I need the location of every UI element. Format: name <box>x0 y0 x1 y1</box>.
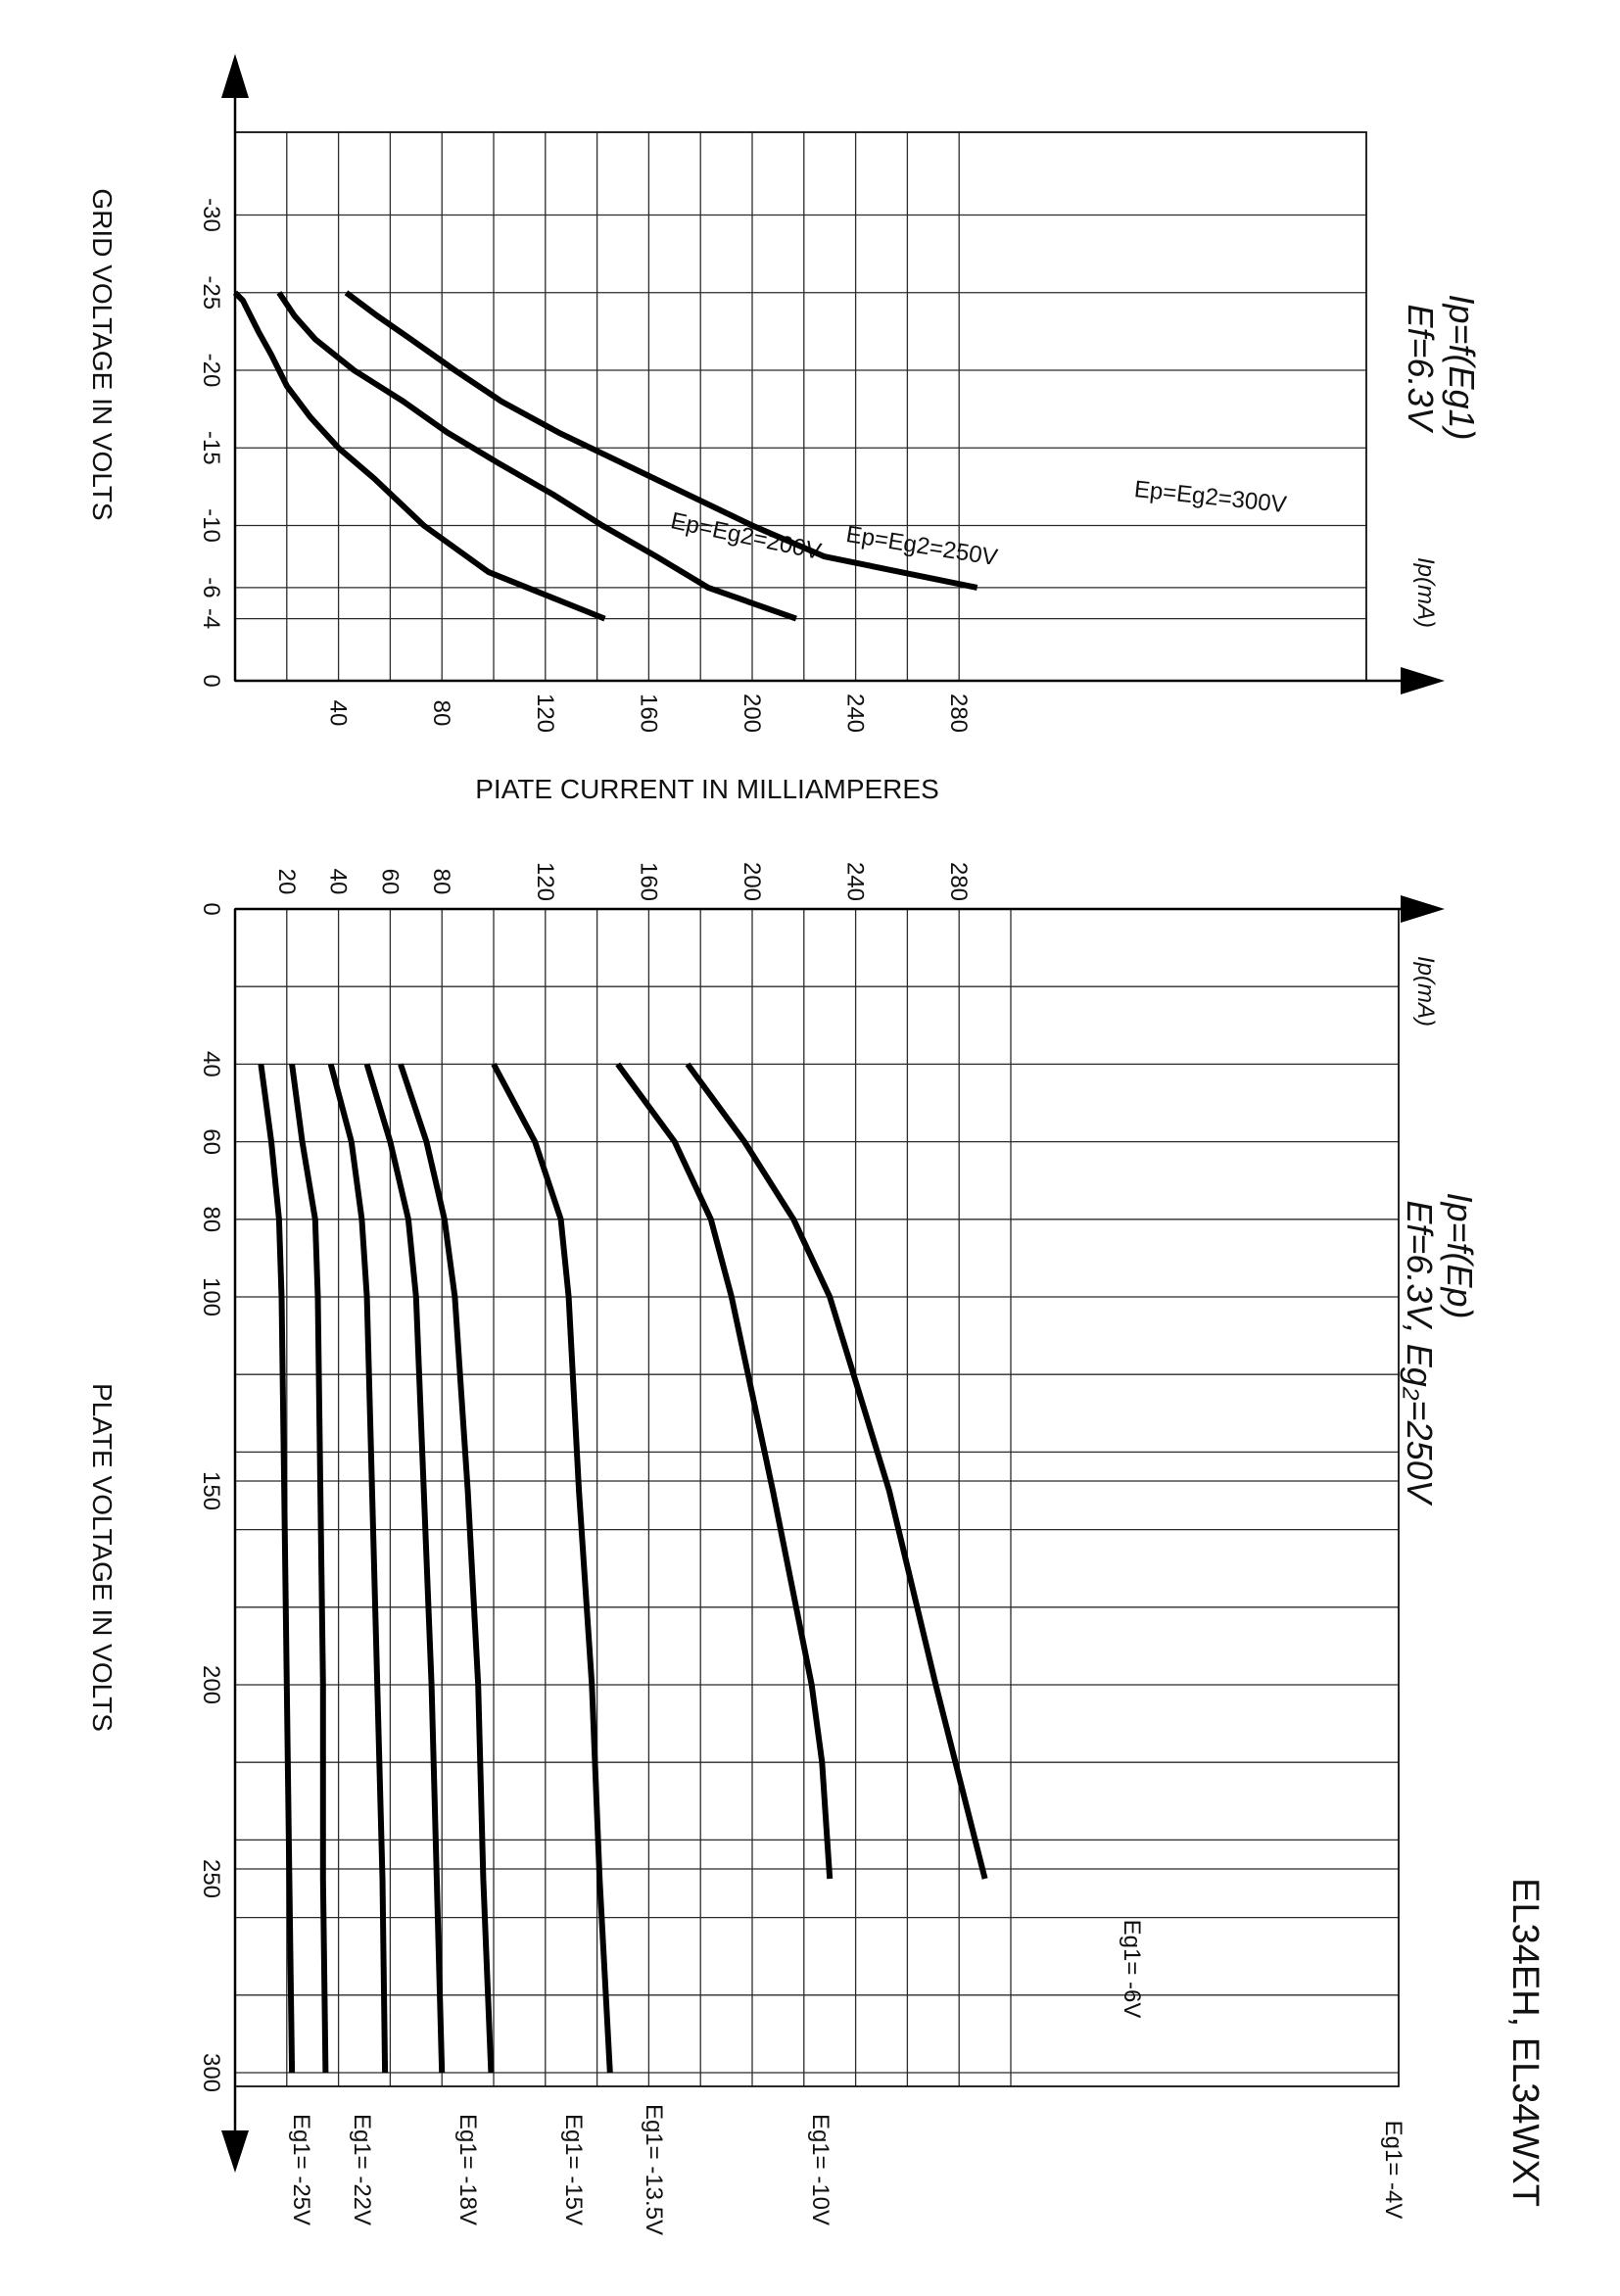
plate-voltage-tick-label: 200 <box>198 1664 224 1705</box>
transfer-formula-line2: Ef=6.3V <box>1401 304 1441 431</box>
transfer-current-axis-arrow <box>1401 667 1445 694</box>
transfer-grid-voltage-ticks <box>198 198 224 688</box>
plate-chart <box>87 862 1546 2235</box>
plate-current-axis-arrow <box>1401 895 1445 923</box>
plate-series-label: Eg1= -18V <box>454 2113 481 2226</box>
plate-voltage-tick-label: 300 <box>198 2052 224 2093</box>
plate-voltage-tick-label: 80 <box>198 1206 224 1233</box>
transfer-current-tick-label: 160 <box>635 693 662 734</box>
transfer-voltage-tick-label: -25 <box>198 275 224 311</box>
plate-formula-line2: Ef=6.3V, Eg₂=250V <box>1400 1200 1440 1504</box>
transfer-current-tick-label: 120 <box>531 693 558 734</box>
plate-current-ticks <box>273 862 972 901</box>
plate-voltage-ticks <box>198 902 224 2092</box>
plate-voltage-tick-label: 60 <box>198 1128 224 1155</box>
plate-current-tick-label: 20 <box>272 868 300 895</box>
plate-series-label: Eg1= -4V <box>1380 2120 1406 2220</box>
transfer-series-label: Ep=Eg2=200V <box>668 507 824 566</box>
transfer-curves <box>235 293 1288 619</box>
transfer-formula-line1: Ip=f(Eg1) <box>1442 294 1482 441</box>
plate-curve <box>292 1064 325 2073</box>
transfer-current-tick-label: 280 <box>945 693 973 734</box>
plate-formula-line1: Ip=f(Ep) <box>1440 1192 1480 1319</box>
plate-curve <box>688 1064 985 1879</box>
plate-current-tick-label: 40 <box>324 868 352 895</box>
plate-voltage-tick-label: 150 <box>198 1470 224 1511</box>
transfer-current-ticks <box>325 694 973 733</box>
transfer-series-label: Ep=Eg2=300V <box>1132 475 1288 519</box>
plate-voltage-tick-label: 100 <box>198 1276 224 1317</box>
plate-voltage-tick-label: 40 <box>198 1051 224 1077</box>
transfer-xlabel: GRID VOLTAGE IN VOLTS <box>87 188 118 521</box>
transfer-current-tick-label: 240 <box>841 693 869 734</box>
plate-current-tick-label: 60 <box>376 868 404 895</box>
plate-voltage-tick-label: 0 <box>198 902 224 916</box>
transfer-grid-voltage-axis-arrow <box>221 54 249 98</box>
transfer-series-label: Ep=Eg2=250V <box>843 521 1000 572</box>
transfer-voltage-tick-label: 0 <box>198 674 224 688</box>
plate-curve <box>401 1064 491 2073</box>
transfer-unit-label: Ip(mA) <box>1412 557 1439 628</box>
transfer-ylabel: PIATE CURRENT IN MILLIAMPERES <box>475 774 939 804</box>
transfer-chart <box>87 54 1482 804</box>
plate-curve <box>618 1064 831 1879</box>
plate-unit-label: Ip(mA) <box>1412 956 1439 1027</box>
plate-voltage-tick-label: 250 <box>198 1858 224 1899</box>
plate-current-tick-label: 120 <box>531 861 558 902</box>
plate-series-label: Eg1= -22V <box>349 2113 375 2226</box>
transfer-chart-grid <box>235 132 1366 681</box>
transfer-voltage-tick-label: -4 <box>198 607 224 630</box>
transfer-current-tick-label: 40 <box>324 699 352 727</box>
transfer-current-tick-label: 80 <box>428 699 455 727</box>
transfer-voltage-tick-label: -10 <box>198 508 224 543</box>
transfer-curve <box>279 293 796 619</box>
plate-series-label: Eg1= -15V <box>560 2113 587 2226</box>
plate-voltage-axis-arrow <box>221 2130 249 2173</box>
plate-curve <box>367 1064 443 2073</box>
plate-series-label: Eg1= -10V <box>807 2113 834 2226</box>
transfer-current-tick-label: 200 <box>739 693 765 734</box>
plate-curves <box>261 1064 1406 2235</box>
plate-series-label: Eg1= -25V <box>288 2113 314 2226</box>
transfer-voltage-tick-label: -30 <box>198 198 224 232</box>
plate-current-tick-label: 80 <box>428 868 455 895</box>
plate-series-label: Eg1= -13.5V <box>641 2103 667 2236</box>
plate-series-label: Eg1= -6V <box>1119 1919 1145 2019</box>
plate-current-tick-label: 280 <box>945 861 973 902</box>
transfer-voltage-tick-label: -15 <box>198 430 224 465</box>
transfer-curve <box>235 293 605 619</box>
plate-current-tick-label: 160 <box>635 861 662 902</box>
plate-current-tick-label: 240 <box>841 861 869 902</box>
transfer-voltage-tick-label: -6 <box>198 577 224 598</box>
plate-xlabel: PLATE VOLTAGE IN VOLTS <box>87 1383 118 1732</box>
plate-curve <box>494 1064 610 2073</box>
tube-model-title: EL34EH, EL34WXT <box>1504 1878 1546 2207</box>
plate-current-tick-label: 200 <box>739 861 765 902</box>
transfer-voltage-tick-label: -20 <box>198 353 224 388</box>
